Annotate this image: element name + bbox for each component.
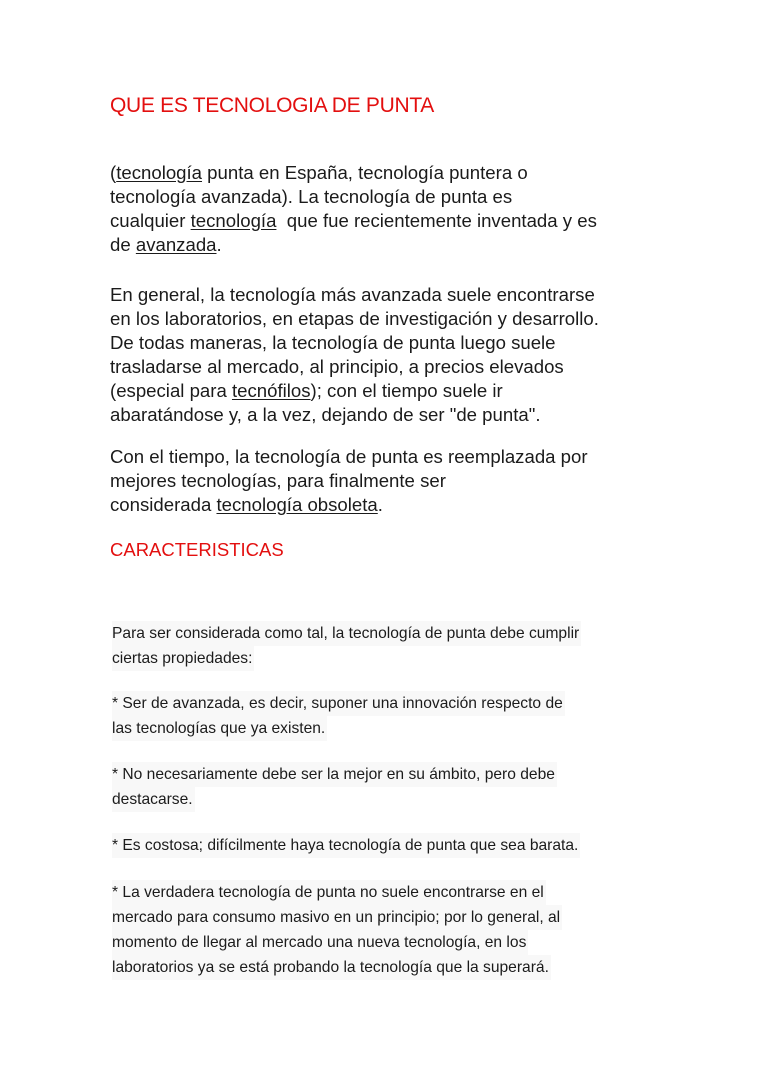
link-avanzada[interactable]: avanzada bbox=[135, 234, 217, 255]
text-line: * No necesariamente debe ser la mejor en su ámbito, pero debe bbox=[112, 762, 557, 787]
text-line: mejores tecnologías, para finalmente ser bbox=[110, 470, 446, 491]
paragraph-general bbox=[110, 283, 599, 427]
text-fragment: ( bbox=[110, 162, 117, 183]
text-line: * Ser de avanzada, es decir, suponer una innovación respecto de bbox=[112, 691, 565, 716]
link-tecnologia-obsoleta[interactable]: tecnología obsoleta bbox=[216, 494, 378, 515]
text-line bbox=[110, 379, 599, 403]
text-line: mercado para consumo masivo en un principio; por lo general, al bbox=[112, 905, 562, 930]
link-tecnologia[interactable]: tecnología bbox=[116, 162, 203, 183]
paragraph-obsolescence bbox=[110, 445, 588, 517]
text-line: tecnología avanzada). La tecnología de punta es bbox=[110, 186, 513, 207]
text-fragment: de bbox=[110, 234, 136, 255]
text-fragment: (especial para bbox=[110, 380, 232, 401]
text-fragment: ); con el tiempo suele ir bbox=[310, 380, 503, 401]
text-line bbox=[110, 161, 597, 185]
text-fragment: . bbox=[216, 234, 222, 255]
text-line: En general, la tecnología más avanzada suele encontrarse bbox=[110, 284, 595, 305]
text-line: Con el tiempo, la tecnología de punta es reemplazada por bbox=[110, 446, 588, 467]
text-line: * La verdadera tecnología de punta no suele encontrarse en el bbox=[112, 880, 546, 905]
text-line bbox=[110, 233, 597, 257]
page-title: QUE ES TECNOLOGIA DE PUNTA bbox=[110, 94, 434, 117]
paragraph-definition bbox=[110, 161, 597, 257]
text-line: trasladarse al mercado, al principio, a precios elevados bbox=[110, 356, 564, 377]
text-line: destacarse. bbox=[112, 787, 195, 812]
list-item bbox=[110, 762, 557, 812]
intro-paragraph bbox=[110, 621, 581, 671]
text-line: las tecnologías que ya existen. bbox=[112, 716, 327, 741]
text-line: en los laboratorios, en etapas de investigación y desarrollo. bbox=[110, 308, 599, 329]
text-fragment: cualquier bbox=[110, 210, 191, 231]
list-item bbox=[110, 691, 565, 741]
text-line: abaratándose y, a la vez, dejando de ser "de punta". bbox=[110, 404, 541, 425]
text-line: Para ser considerada como tal, la tecnología de punta debe cumplir bbox=[112, 621, 581, 646]
link-tecnologia-2[interactable]: tecnología bbox=[190, 210, 277, 231]
text-fragment: que fue recientemente inventada y es bbox=[276, 210, 597, 231]
text-fragment: punta en España, tecnología puntera o bbox=[202, 162, 528, 183]
text-fragment: . bbox=[377, 494, 383, 515]
list-item bbox=[110, 880, 562, 980]
text-line: ciertas propiedades: bbox=[112, 646, 254, 671]
section-heading-caracteristicas: CARACTERISTICAS bbox=[110, 539, 284, 560]
link-tecnofilos[interactable]: tecnófilos bbox=[231, 380, 311, 401]
text-line bbox=[110, 209, 597, 233]
list-item bbox=[110, 833, 580, 858]
text-line bbox=[110, 493, 588, 517]
text-line: laboratorios ya se está probando la tecnología que la superará. bbox=[112, 955, 551, 980]
text-line: De todas maneras, la tecnología de punta luego suele bbox=[110, 332, 556, 353]
text-line: * Es costosa; difícilmente haya tecnología de punta que sea barata. bbox=[112, 833, 580, 858]
text-fragment: considerada bbox=[110, 494, 217, 515]
text-line: momento de llegar al mercado una nueva tecnología, en los bbox=[112, 930, 528, 955]
